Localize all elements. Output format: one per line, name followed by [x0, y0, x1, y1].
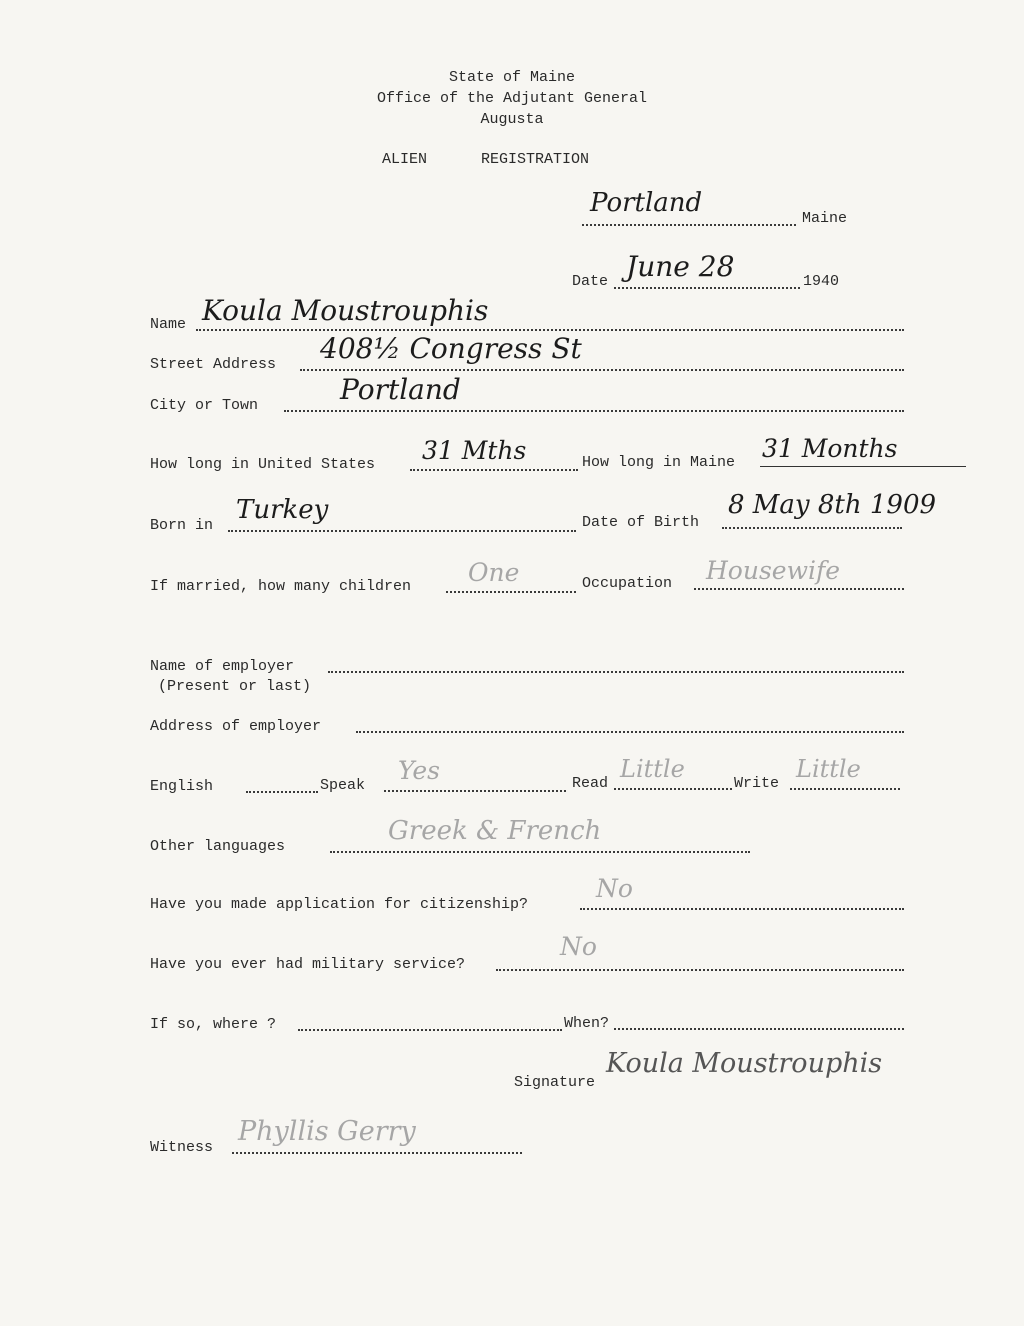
speak-label: Speak [320, 777, 366, 794]
dob-dots [722, 525, 902, 529]
english-label: English [150, 778, 214, 795]
when-dots [614, 1026, 904, 1030]
city-label: City or Town [150, 397, 259, 414]
header-city: Augusta [480, 111, 544, 128]
employer-address-label: Address of employer [150, 718, 322, 735]
maine-stay-value: 31 Months [762, 434, 898, 463]
signature-label: Signature [514, 1074, 596, 1091]
other-languages-value: Greek & French [388, 816, 602, 846]
citizenship-value: No [596, 874, 633, 903]
children-label: If married, how many children [150, 578, 412, 595]
header-office: Office of the Adjutant General [376, 90, 648, 107]
street-value: 408½ Congress St [320, 332, 582, 365]
write-label: Write [734, 775, 780, 792]
us-stay-label: How long in United States [150, 456, 376, 473]
form-title-registration: REGISTRATION [481, 151, 590, 168]
speak-value: Yes [398, 756, 440, 785]
english-dots [246, 789, 318, 793]
signature-value: Koula Moustrouphis [606, 1048, 883, 1079]
children-value: One [468, 558, 520, 587]
date-year: 1940 [803, 273, 840, 290]
place-dots [582, 222, 796, 226]
when-label: When? [564, 1015, 610, 1032]
witness-value: Phyllis Gerry [238, 1116, 416, 1147]
name-label: Name [150, 316, 187, 333]
date-dots [614, 285, 800, 289]
occupation-value: Housewife [706, 556, 841, 585]
street-label: Street Address [150, 356, 277, 373]
dob-label: Date of Birth [582, 514, 700, 531]
citizenship-label: Have you made application for citizenship? [150, 896, 529, 913]
place-value: Portland [590, 188, 703, 218]
where-dots [298, 1027, 562, 1031]
read-label: Read [572, 775, 609, 792]
occupation-label: Occupation [582, 575, 673, 592]
children-dots [446, 589, 576, 593]
maine-stay-line [760, 466, 966, 467]
date-value: June 28 [626, 250, 735, 283]
maine-stay-label: How long in Maine [582, 454, 736, 471]
speak-dots [384, 788, 566, 792]
military-label: Have you ever had military service? [150, 956, 466, 973]
name-dots [196, 327, 904, 331]
other-languages-dots [330, 849, 750, 853]
occupation-dots [694, 586, 904, 590]
city-value: Portland [340, 373, 461, 406]
born-value: Turkey [236, 495, 329, 525]
other-languages-label: Other languages [150, 838, 286, 855]
born-label: Born in [150, 517, 214, 534]
where-label: If so, where ? [150, 1016, 277, 1033]
write-value: Little [796, 755, 861, 783]
witness-label: Witness [150, 1139, 214, 1156]
employer-sublabel: (Present or last) [158, 678, 312, 695]
citizenship-dots [580, 906, 904, 910]
us-stay-value: 31 Mths [422, 436, 527, 465]
witness-dots [232, 1150, 522, 1154]
us-stay-dots [410, 467, 578, 471]
employer-dots [328, 669, 904, 673]
city-dots [284, 408, 904, 412]
place-suffix: Maine [802, 210, 848, 227]
name-value: Koula Moustrouphis [202, 294, 489, 327]
employer-address-dots [356, 729, 904, 733]
employer-label: Name of employer [150, 658, 295, 675]
read-value: Little [620, 755, 685, 783]
header-state: State of Maine [448, 69, 576, 86]
date-label: Date [572, 273, 609, 290]
write-dots [790, 786, 900, 790]
born-dots [228, 528, 576, 532]
dob-value: 8 May 8th 1909 [728, 490, 937, 520]
military-dots [496, 967, 904, 971]
form-title-alien: ALIEN [382, 151, 428, 168]
street-dots [300, 367, 904, 371]
military-value: No [560, 932, 597, 961]
read-dots [614, 786, 732, 790]
